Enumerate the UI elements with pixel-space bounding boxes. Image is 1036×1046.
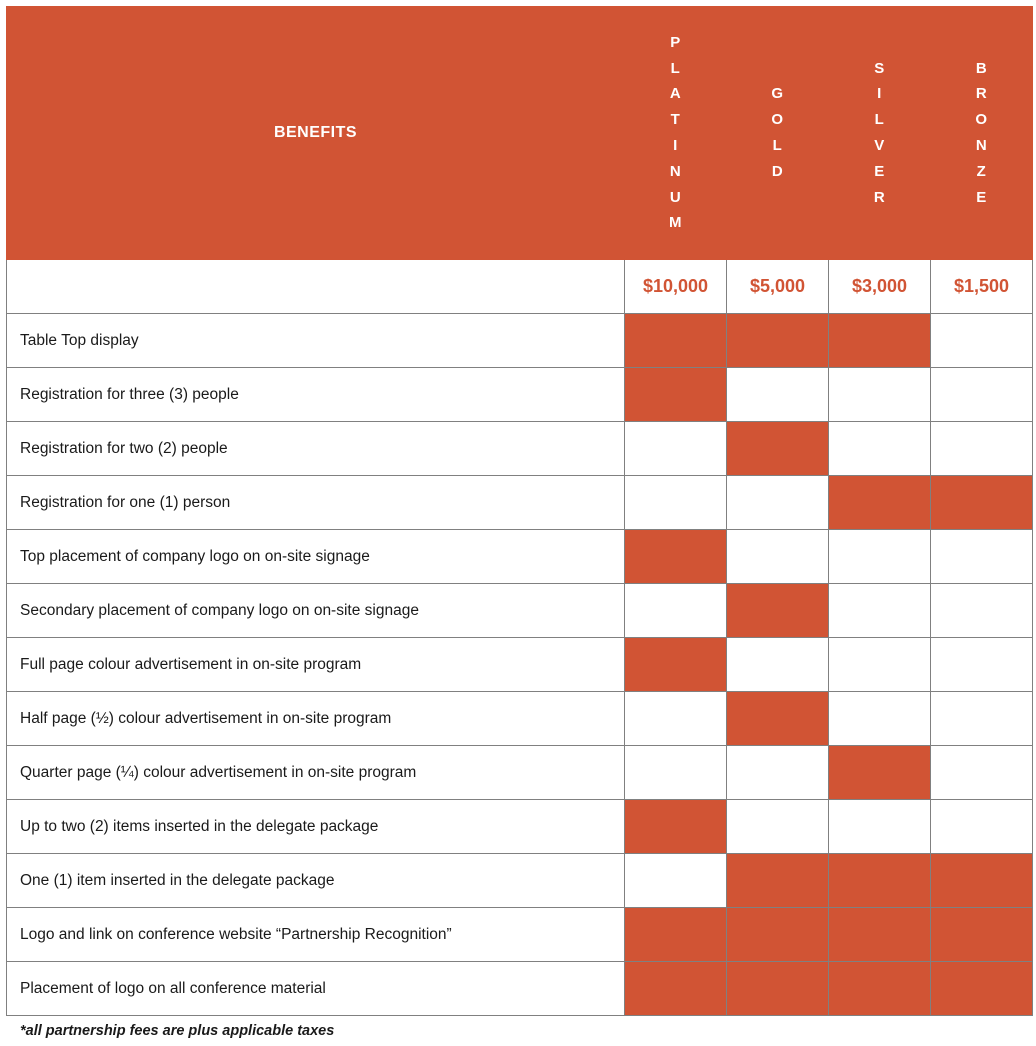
benefit-cell-platinum-excluded [625, 746, 727, 800]
tier-column-header-silver [829, 7, 931, 260]
tier-name-vertical [727, 81, 828, 184]
benefit-cell-gold-excluded [727, 800, 829, 854]
benefit-cell-gold-included [727, 908, 829, 962]
benefit-cell-bronze-excluded [931, 368, 1033, 422]
benefit-cell-platinum-excluded [625, 422, 727, 476]
benefit-cell-silver-excluded [829, 638, 931, 692]
benefit-label: Placement of logo on all conference material [7, 962, 625, 1016]
sponsorship-benefits-table [6, 6, 1033, 1016]
tier-name-vertical [625, 30, 726, 236]
tier-name-letter: I [673, 137, 678, 154]
tier-name-letter: A [669, 85, 682, 103]
benefit-cell-silver-included [829, 908, 931, 962]
tier-column-header-bronze [931, 7, 1033, 260]
benefit-cell-silver-excluded [829, 692, 931, 746]
table-row [7, 638, 1033, 692]
tier-name-letter: M [669, 214, 682, 232]
benefit-cell-gold-included [727, 854, 829, 908]
benefit-label: Registration for two (2) people [7, 422, 625, 476]
benefit-cell-gold-excluded [727, 638, 829, 692]
tier-name-letter: U [669, 188, 682, 206]
benefit-cell-bronze-excluded [931, 746, 1033, 800]
benefit-cell-silver-excluded [829, 800, 931, 854]
table-header-row [7, 7, 1033, 260]
benefit-cell-gold-included [727, 962, 829, 1016]
table-row [7, 746, 1033, 800]
benefit-cell-platinum-excluded [625, 584, 727, 638]
benefit-cell-platinum-included [625, 908, 727, 962]
tier-name-letter: L [874, 111, 885, 129]
benefit-label: Table Top display [7, 314, 625, 368]
benefit-cell-platinum-excluded [625, 692, 727, 746]
tier-name-letter: L [670, 59, 681, 77]
benefit-cell-silver-included [829, 962, 931, 1016]
benefit-cell-silver-included [829, 314, 931, 368]
benefit-cell-platinum-included [625, 314, 727, 368]
benefit-label: Registration for one (1) person [7, 476, 625, 530]
tier-price-gold: $5,000 [727, 260, 829, 314]
tier-name-letter: B [975, 59, 988, 77]
benefit-cell-gold-excluded [727, 368, 829, 422]
benefit-cell-gold-excluded [727, 476, 829, 530]
benefit-cell-silver-included [829, 476, 931, 530]
table-row [7, 800, 1033, 854]
tier-name-letter: D [771, 162, 784, 180]
benefit-label: Full page colour advertisement in on-site program [7, 638, 625, 692]
benefit-cell-bronze-excluded [931, 314, 1033, 368]
benefits-column-header: BENEFITS [7, 7, 625, 260]
benefit-label: Quarter page (¼) colour advertisement in on-site program [7, 746, 625, 800]
price-row-blank-cell [7, 260, 625, 314]
tier-name-letter: E [976, 188, 987, 206]
benefit-cell-gold-included [727, 584, 829, 638]
tier-name-letter: V [874, 137, 885, 154]
table-row [7, 422, 1033, 476]
benefit-cell-platinum-excluded [625, 854, 727, 908]
benefit-label: Up to two (2) items inserted in the delegate package [7, 800, 625, 854]
table-row [7, 368, 1033, 422]
table-row [7, 530, 1033, 584]
tier-name-letter: S [874, 59, 885, 77]
benefit-cell-platinum-included [625, 530, 727, 584]
benefit-cell-bronze-included [931, 854, 1033, 908]
benefit-cell-platinum-included [625, 800, 727, 854]
tier-name-vertical [931, 56, 1032, 211]
tier-name-vertical [829, 56, 930, 211]
benefit-label: Secondary placement of company logo on on-site signage [7, 584, 625, 638]
tier-name-letter: G [771, 85, 784, 103]
benefit-cell-silver-excluded [829, 530, 931, 584]
table-row [7, 908, 1033, 962]
benefit-cell-bronze-included [931, 476, 1033, 530]
tier-name-letter: R [975, 85, 988, 103]
benefit-cell-silver-excluded [829, 422, 931, 476]
tier-price-bronze: $1,500 [931, 260, 1033, 314]
table-row [7, 476, 1033, 530]
tier-price-silver: $3,000 [829, 260, 931, 314]
tier-name-letter: E [874, 162, 885, 180]
benefit-cell-bronze-included [931, 908, 1033, 962]
tier-name-letter: O [975, 111, 988, 129]
benefit-cell-gold-excluded [727, 530, 829, 584]
benefit-cell-platinum-included [625, 638, 727, 692]
table-row [7, 962, 1033, 1016]
benefit-cell-gold-included [727, 692, 829, 746]
benefit-cell-bronze-excluded [931, 692, 1033, 746]
table-row [7, 854, 1033, 908]
benefit-cell-silver-excluded [829, 584, 931, 638]
benefit-label: Logo and link on conference website “Partnership Recognition” [7, 908, 625, 962]
benefit-cell-bronze-excluded [931, 584, 1033, 638]
table-row [7, 314, 1033, 368]
tier-name-letter: N [975, 137, 988, 154]
benefit-cell-gold-included [727, 422, 829, 476]
benefit-label: Registration for three (3) people [7, 368, 625, 422]
benefit-cell-bronze-excluded [931, 530, 1033, 584]
benefit-cell-silver-included [829, 854, 931, 908]
benefit-cell-silver-excluded [829, 368, 931, 422]
tier-name-letter: O [771, 111, 784, 129]
table-row [7, 692, 1033, 746]
benefit-cell-silver-included [829, 746, 931, 800]
tier-price-platinum: $10,000 [625, 260, 727, 314]
tier-name-letter: R [873, 188, 886, 206]
benefit-cell-platinum-included [625, 962, 727, 1016]
tier-name-letter: P [670, 33, 681, 51]
benefit-cell-gold-included [727, 314, 829, 368]
tier-name-letter: Z [976, 162, 987, 180]
benefit-cell-bronze-excluded [931, 638, 1033, 692]
benefit-label: Half page (½) colour advertisement in on-site program [7, 692, 625, 746]
benefit-label: Top placement of company logo on on-site signage [7, 530, 625, 584]
benefit-cell-bronze-included [931, 962, 1033, 1016]
tier-name-letter: N [669, 162, 682, 180]
tier-column-header-gold [727, 7, 829, 260]
price-row [7, 260, 1033, 314]
footnote: *all partnership fees are plus applicable taxes [20, 1023, 335, 1039]
benefit-cell-bronze-excluded [931, 422, 1033, 476]
tier-name-letter: L [772, 137, 783, 154]
table-row [7, 584, 1033, 638]
benefit-cell-gold-excluded [727, 746, 829, 800]
benefit-cell-bronze-excluded [931, 800, 1033, 854]
tier-name-letter: T [670, 111, 681, 129]
benefit-cell-platinum-included [625, 368, 727, 422]
benefit-cell-platinum-excluded [625, 476, 727, 530]
tier-column-header-platinum [625, 7, 727, 260]
tier-name-letter: I [877, 85, 882, 103]
benefit-label: One (1) item inserted in the delegate package [7, 854, 625, 908]
